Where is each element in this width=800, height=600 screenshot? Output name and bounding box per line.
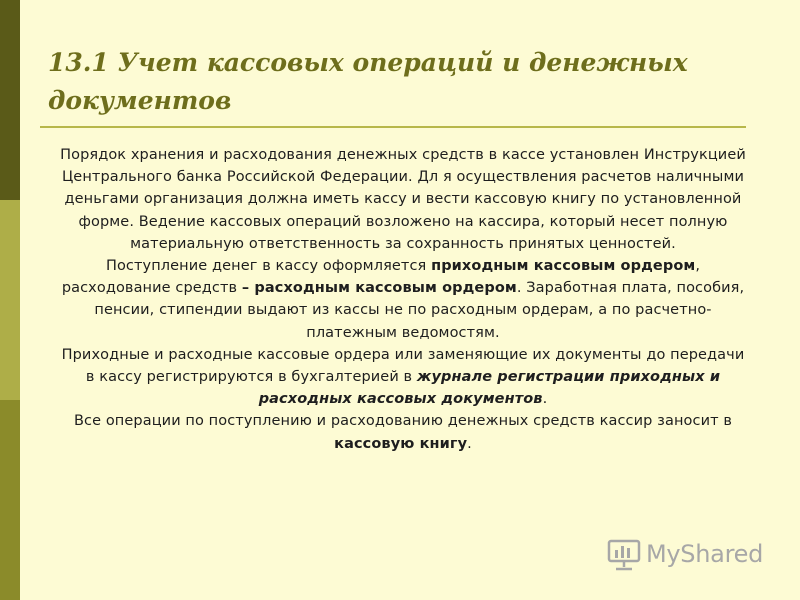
sidebar-accent-bottom xyxy=(0,400,20,600)
paragraph-3-text-1: Приходные и расходные кассовые ордера или заменяющие их документы до передачи в кассу регистрируются в бухгалтерией в xyxy=(61,346,745,386)
paragraph-2-text-2: , расходование средств xyxy=(61,258,701,297)
sidebar-accent-top xyxy=(0,0,20,200)
slide-body xyxy=(56,144,750,455)
title-divider xyxy=(40,126,746,128)
paragraph-3-bold-1: журнале регистрации приходных и расходных кассовых документов xyxy=(258,369,721,408)
paragraph-4 xyxy=(56,410,750,454)
paragraph-3-text-2: . xyxy=(542,391,548,408)
slide-title: 13.1 Учет кассовых операций и денежных документов xyxy=(48,48,688,115)
watermark xyxy=(606,536,763,572)
paragraph-2 xyxy=(56,255,750,344)
paragraph-4-text-1: Все операции по поступлению и расходованию денежных средств кассир заносит в xyxy=(73,413,733,430)
paragraph-3 xyxy=(56,344,750,411)
paragraph-2-text-1: Поступление денег в кассу оформляется xyxy=(105,258,432,275)
presentation-board-icon xyxy=(606,536,642,572)
paragraph-4-bold-1: кассовую книгу xyxy=(334,435,468,452)
paragraph-2-bold-1: приходным кассовым ордером xyxy=(431,258,696,275)
paragraph-1 xyxy=(56,144,750,255)
paragraph-2-bold-2: – расходным кассовым ордером xyxy=(241,280,517,297)
watermark-text: MyShared xyxy=(646,540,764,568)
paragraph-2-text-3: . Заработная плата, пособия, пенсии, стипендии выдают из кассы не по расходным ордерам, а по расчетно-платежным ведомостям. xyxy=(94,280,745,341)
paragraph-1-text: Порядок хранения и расходования денежных средств в кассе установлен Инструкцией Центрального банка Российской Федерации. Дл я осуществления расчетов наличными деньгами организация должна иметь кассу и вести кассовую книгу по установленной форме. Ведение кассовых операций возложено на кассира, который несет полную материальную ответственность за сохранность принятых ценностей. xyxy=(60,147,746,252)
sidebar-accent-middle xyxy=(0,200,20,400)
paragraph-4-text-2: . xyxy=(467,435,472,452)
